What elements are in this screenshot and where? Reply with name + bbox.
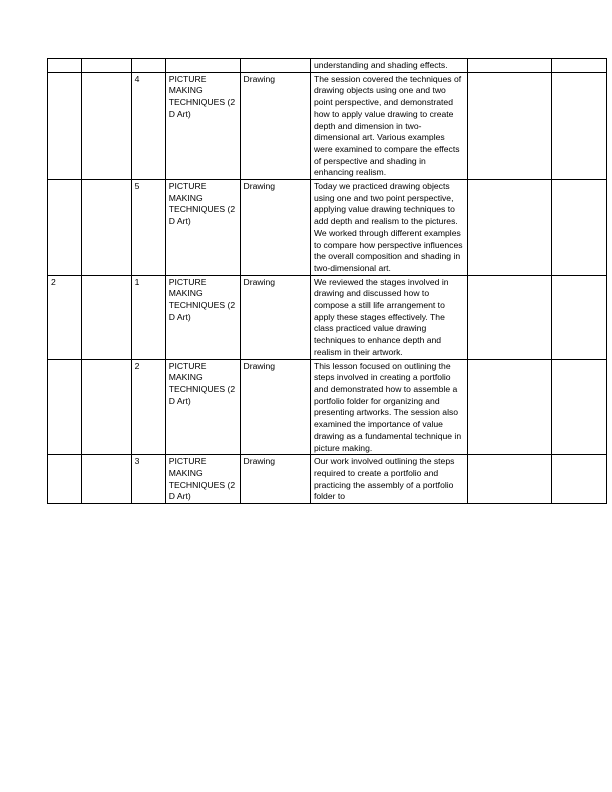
table-row bbox=[48, 180, 607, 276]
sub-strand-cell: Drawing bbox=[240, 455, 310, 504]
topic-cell: PICTURE MAKING TECHNIQUES (2 D Art) bbox=[165, 455, 240, 504]
notes-cell: We reviewed the stages involved in drawing and discussed how to compose a still life arrangement to apply these stages effectively. The class practiced value drawing techniques to enhance depth and realism in their artwork. bbox=[310, 275, 467, 359]
blank-cell bbox=[468, 59, 552, 73]
notes-cell: Our work involved outlining the steps required to create a portfolio and practicing the assembly of a portfolio folder to bbox=[310, 455, 467, 504]
blank-cell bbox=[82, 72, 132, 179]
session-cell: 4 bbox=[131, 72, 165, 179]
topic-cell bbox=[165, 59, 240, 73]
sub-strand-cell bbox=[240, 59, 310, 73]
week-cell: 2 bbox=[48, 275, 82, 359]
blank-cell bbox=[468, 72, 552, 179]
session-cell: 3 bbox=[131, 455, 165, 504]
sub-strand-cell: Drawing bbox=[240, 359, 310, 455]
blank-cell bbox=[468, 455, 552, 504]
notes-cell: This lesson focused on outlining the steps involved in creating a portfolio and demonstrated how to assemble a portfolio folder for organizing and presenting artworks. The session also examined the importance of value drawing as a fundamental technique in picture making. bbox=[310, 359, 467, 455]
blank-cell bbox=[82, 180, 132, 276]
notes-cell: The session covered the techniques of drawing objects using one and two point perspective, and demonstrated how to apply value drawing to create depth and dimension in two-dimensional art. Various examples were examined to compare the effects of perspective and shading in enhancing realism. bbox=[310, 72, 467, 179]
lesson-notes-table bbox=[47, 58, 607, 504]
table-row bbox=[48, 59, 607, 73]
topic-cell: PICTURE MAKING TECHNIQUES (2 D Art) bbox=[165, 72, 240, 179]
session-cell: 5 bbox=[131, 180, 165, 276]
week-cell bbox=[48, 72, 82, 179]
table-row bbox=[48, 455, 607, 504]
notes-cell: Today we practiced drawing objects using one and two point perspective, applying value drawing techniques to add depth and realism to the pictures. We worked through different examples to compare how perspective influences the overall composition and shading in two-dimensional art. bbox=[310, 180, 467, 276]
week-cell bbox=[48, 455, 82, 504]
blank-cell bbox=[551, 72, 606, 179]
sub-strand-cell: Drawing bbox=[240, 275, 310, 359]
blank-cell bbox=[82, 59, 132, 73]
week-cell bbox=[48, 59, 82, 73]
blank-cell bbox=[82, 275, 132, 359]
topic-cell: PICTURE MAKING TECHNIQUES (2 D Art) bbox=[165, 275, 240, 359]
table-row bbox=[48, 72, 607, 179]
blank-cell bbox=[551, 59, 606, 73]
blank-cell bbox=[468, 359, 552, 455]
session-cell bbox=[131, 59, 165, 73]
week-cell bbox=[48, 180, 82, 276]
table-row bbox=[48, 275, 607, 359]
notes-cell: understanding and shading effects. bbox=[310, 59, 467, 73]
blank-cell bbox=[82, 455, 132, 504]
blank-cell bbox=[551, 359, 606, 455]
blank-cell bbox=[82, 359, 132, 455]
blank-cell bbox=[468, 180, 552, 276]
session-cell: 2 bbox=[131, 359, 165, 455]
week-cell bbox=[48, 359, 82, 455]
blank-cell bbox=[551, 180, 606, 276]
topic-cell: PICTURE MAKING TECHNIQUES (2 D Art) bbox=[165, 359, 240, 455]
blank-cell bbox=[468, 275, 552, 359]
session-cell: 1 bbox=[131, 275, 165, 359]
topic-cell: PICTURE MAKING TECHNIQUES (2 D Art) bbox=[165, 180, 240, 276]
blank-cell bbox=[551, 455, 606, 504]
table-row bbox=[48, 359, 607, 455]
sub-strand-cell: Drawing bbox=[240, 180, 310, 276]
sub-strand-cell: Drawing bbox=[240, 72, 310, 179]
blank-cell bbox=[551, 275, 606, 359]
